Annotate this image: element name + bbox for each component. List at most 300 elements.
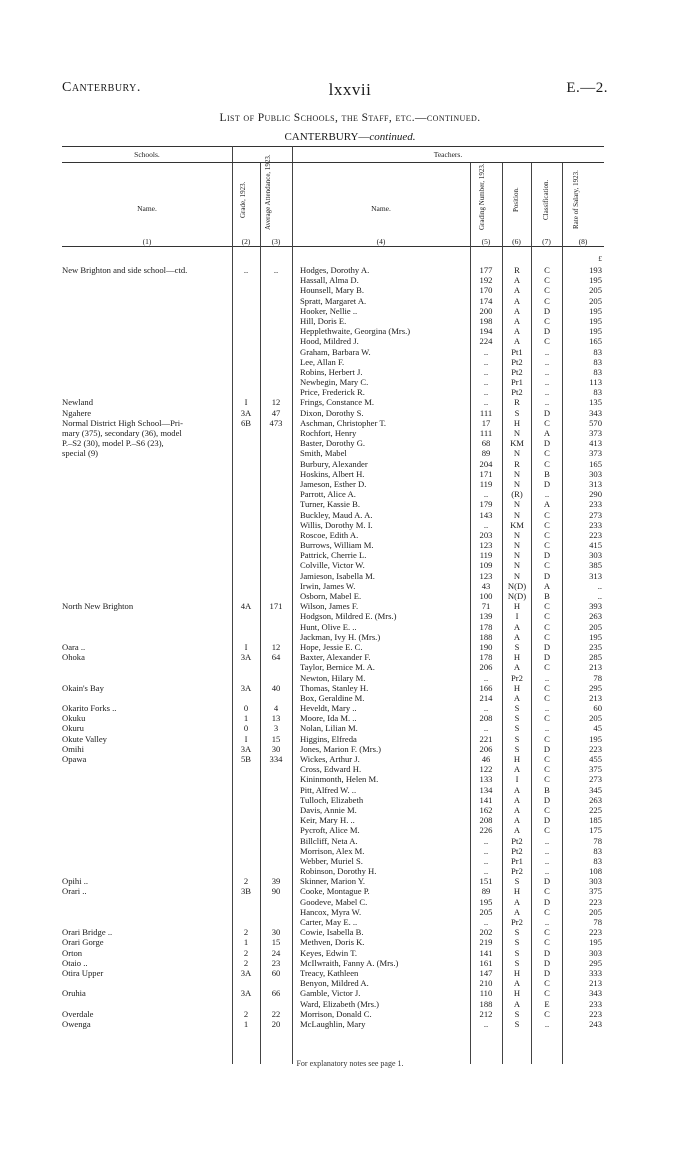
- teacher-name: Newton, Hilary M.: [300, 672, 366, 683]
- teacher-name: Nolan, Lilian M.: [300, 723, 358, 734]
- teacher-name: Aschman, Christopher T.: [300, 417, 387, 428]
- teacher-name: Hodgson, Mildred E. (Mrs.): [300, 611, 397, 622]
- salary-cell: 213: [589, 692, 602, 703]
- grading-cell: 174: [479, 295, 493, 306]
- table-row: [0, 377, 700, 387]
- grade-cell: 3A: [240, 407, 252, 418]
- table-row: [0, 499, 700, 509]
- col-num-5: (5): [481, 237, 491, 246]
- grade-cell: I: [244, 641, 248, 652]
- teacher-name: McLaughlin, Mary: [300, 1018, 366, 1029]
- grading-cell: ..: [483, 723, 489, 734]
- salary-cell: 570: [589, 417, 602, 428]
- school-name: Okarito Forks ..: [62, 703, 117, 714]
- teacher-name: Roscoe, Edith A.: [300, 529, 359, 540]
- school-name: Opihi ..: [62, 876, 89, 887]
- position-cell: N: [513, 570, 521, 581]
- table-row: [0, 530, 700, 540]
- grading-cell: 188: [479, 998, 493, 1009]
- table-row: [0, 734, 700, 744]
- position-cell: A: [513, 295, 521, 306]
- grade-cell: I: [244, 397, 248, 408]
- salary-cell: 223: [589, 927, 602, 938]
- position-cell: Pr1: [511, 855, 523, 866]
- grading-cell: ..: [483, 387, 489, 398]
- teacher-name: Heveldt, Mary ..: [300, 703, 357, 714]
- attendance-cell: 12: [271, 641, 281, 652]
- table-body: [0, 265, 700, 1029]
- position-cell: H: [513, 682, 521, 693]
- attendance-cell: 39: [271, 876, 281, 887]
- classification-cell: C: [544, 662, 550, 673]
- classification-cell: C: [544, 713, 550, 724]
- school-name: Normal District High School—Pri-: [62, 417, 184, 428]
- classification-cell: D: [543, 815, 551, 826]
- table-row: [0, 397, 700, 407]
- teacher-name: Spratt, Margaret A.: [300, 295, 367, 306]
- grading-cell: ..: [483, 855, 489, 866]
- salary-cell: 60: [593, 703, 602, 714]
- classification-cell: C: [544, 509, 550, 520]
- table-row: [0, 968, 700, 978]
- attendance-cell: 66: [271, 988, 281, 999]
- salary-cell: 83: [593, 356, 602, 367]
- table-row: [0, 408, 700, 418]
- grading-cell: 166: [479, 682, 493, 693]
- salary-cell: 165: [589, 336, 602, 347]
- position-cell: H: [513, 988, 521, 999]
- grade-cell: 0: [243, 723, 249, 734]
- grading-cell: 208: [479, 713, 493, 724]
- grading-cell: 203: [479, 529, 493, 540]
- attendance-cell: 30: [271, 927, 281, 938]
- classification-cell: C: [544, 804, 550, 815]
- position-cell: N(D): [507, 591, 527, 601]
- salary-cell: 205: [589, 621, 602, 632]
- table-row: [0, 357, 700, 367]
- school-name: Opawa: [62, 754, 87, 764]
- classification-cell: C: [544, 825, 550, 836]
- salary-cell: 193: [589, 265, 602, 275]
- salary-cell: 233: [589, 499, 602, 510]
- position-cell: H: [513, 754, 521, 764]
- salary-cell: 303: [589, 468, 602, 479]
- attendance-cell: 47: [271, 407, 281, 418]
- salary-cell: 195: [589, 305, 602, 316]
- attendance-cell: 15: [271, 733, 281, 744]
- position-cell: S: [514, 703, 520, 714]
- school-name: mary (375), secondary (36), model: [62, 428, 182, 438]
- position-cell: A: [513, 692, 521, 703]
- teacher-name: Jameson, Esther D.: [300, 478, 367, 489]
- attendance-cell: 15: [271, 937, 281, 948]
- grading-cell: ..: [483, 917, 489, 927]
- position-cell: Pt2: [511, 366, 523, 377]
- grading-cell: ..: [483, 397, 489, 408]
- position-cell: R: [514, 397, 520, 408]
- salary-cell: 213: [589, 662, 602, 673]
- classification-cell: B: [544, 784, 550, 795]
- school-name: Omihi: [62, 743, 84, 754]
- teacher-name: Higgins, Elfreda: [300, 733, 357, 744]
- teacher-name: Wilson, James F.: [300, 601, 359, 612]
- position-cell: S: [514, 641, 520, 652]
- classification-cell: C: [544, 560, 550, 571]
- teacher-name: Ward, Elizabeth (Mrs.): [300, 998, 380, 1009]
- grade-cell: 0: [243, 703, 249, 714]
- classification-header: Classification.: [542, 179, 550, 221]
- page-number: lxxvii: [328, 80, 372, 99]
- grading-cell: 141: [479, 794, 493, 805]
- salary-cell: 108: [589, 866, 602, 877]
- teacher-name: Carter, May E. ..: [300, 917, 358, 927]
- salary-cell: 185: [589, 815, 602, 826]
- schools-group-label: Schools.: [134, 150, 160, 159]
- salary-cell: 78: [593, 672, 602, 683]
- grade-cell: 3B: [240, 886, 252, 897]
- header-bottom-rule: [62, 246, 604, 247]
- attendance-cell: 40: [271, 682, 281, 693]
- table-row: [0, 897, 700, 907]
- teacher-name: Osborn, Mabel E.: [300, 591, 362, 601]
- salary-cell: 225: [589, 804, 602, 815]
- position-cell: I: [515, 611, 519, 622]
- grade-cell: 1: [243, 1018, 249, 1029]
- grading-cell: ..: [483, 356, 489, 367]
- classification-cell: ..: [544, 489, 550, 500]
- classification-cell: C: [544, 692, 550, 703]
- classification-cell: D: [543, 305, 551, 316]
- grading-cell: 212: [479, 1008, 493, 1019]
- salary-cell: 83: [593, 346, 602, 357]
- teacher-name: Hope, Jessie E. C.: [300, 641, 363, 652]
- position-cell: S: [514, 937, 520, 948]
- teacher-name: Cross, Edward H.: [300, 764, 362, 775]
- salary-cell: 263: [589, 794, 602, 805]
- teacher-name: Davis, Annie M.: [300, 804, 357, 815]
- salary-cell: 313: [589, 570, 602, 581]
- school-name: Okute Valley: [62, 733, 107, 744]
- position-cell: A: [513, 794, 521, 805]
- classification-cell: ..: [544, 397, 550, 408]
- position-cell: S: [514, 743, 520, 754]
- table-row: [0, 999, 700, 1009]
- position-cell: S: [514, 407, 520, 418]
- salary-cell: 223: [589, 1008, 602, 1019]
- grading-cell: 194: [479, 326, 493, 337]
- grading-cell: 226: [479, 825, 493, 836]
- position-cell: S: [514, 723, 520, 734]
- school-name: New Brighton and side school—ctd.: [62, 265, 188, 275]
- school-name: Newland: [62, 397, 94, 408]
- table-row: [0, 917, 700, 927]
- grading-cell: ..: [483, 346, 489, 357]
- salary-cell: 385: [589, 560, 602, 571]
- classification-cell: C: [544, 927, 550, 938]
- table-row: [0, 703, 700, 713]
- teacher-name: Treacy, Kathleen: [300, 967, 359, 978]
- classification-cell: C: [544, 611, 550, 622]
- grading-cell: 179: [479, 499, 493, 510]
- classification-cell: C: [544, 937, 550, 948]
- attendance-cell: 3: [273, 723, 279, 734]
- table-top-rule: [62, 146, 604, 147]
- salary-cell: 415: [589, 540, 602, 551]
- position-cell: S: [514, 713, 520, 724]
- position-header: Position.: [512, 187, 520, 213]
- grading-cell: ..: [483, 672, 489, 683]
- classification-cell: ..: [544, 917, 550, 927]
- table-row: [0, 581, 700, 591]
- school-name: North New Brighton: [62, 601, 134, 612]
- classification-cell: ..: [544, 346, 550, 357]
- teacher-name: Turner, Kassie B.: [300, 499, 360, 510]
- salary-cell: 83: [593, 387, 602, 398]
- classification-cell: ..: [544, 835, 550, 846]
- table-row: [0, 673, 700, 683]
- position-cell: (R): [511, 489, 523, 500]
- position-cell: KM: [510, 438, 524, 449]
- table-row: [0, 785, 700, 795]
- teacher-name: Dixon, Dorothy S.: [300, 407, 364, 418]
- position-cell: H: [513, 417, 521, 428]
- grading-cell: 219: [479, 937, 493, 948]
- teacher-name: Buckley, Maud A. A.: [300, 509, 373, 520]
- teacher-name: Gamble, Victor J.: [300, 988, 361, 999]
- position-cell: Pt1: [511, 346, 523, 357]
- table-row: [0, 285, 700, 295]
- table-row: [0, 662, 700, 672]
- table-row: [0, 856, 700, 866]
- position-cell: Pr2: [511, 672, 523, 683]
- teacher-name: Hooker, Nellie ..: [300, 305, 358, 316]
- grading-cell: 170: [479, 285, 493, 296]
- table-row: [0, 560, 700, 570]
- position-cell: A: [513, 326, 521, 337]
- grading-cell: ..: [483, 866, 489, 877]
- teacher-name: Baster, Dorothy G.: [300, 438, 366, 449]
- salary-cell: 375: [589, 764, 602, 775]
- table-row: [0, 764, 700, 774]
- table-row: [0, 805, 700, 815]
- salary-cell: 233: [589, 998, 602, 1009]
- grading-cell: 206: [479, 662, 493, 673]
- position-cell: Pt2: [511, 845, 523, 856]
- table-row: [0, 347, 700, 357]
- teacher-name: Moore, Ida M. ..: [300, 713, 357, 724]
- table-row: [0, 275, 700, 285]
- position-cell: Pt2: [511, 835, 523, 846]
- table-row: [0, 652, 700, 662]
- grading-cell: 111: [479, 407, 493, 418]
- table-row: [0, 326, 700, 336]
- col-num-3: (3): [271, 237, 281, 246]
- classification-cell: ..: [544, 703, 550, 714]
- classification-cell: E: [544, 998, 550, 1009]
- school-name: Orari Gorge: [62, 937, 104, 948]
- attendance-cell: 12: [271, 397, 281, 408]
- classification-cell: C: [544, 886, 550, 897]
- teacher-name: Webber, Muriel S.: [300, 855, 363, 866]
- table-row: [0, 367, 700, 377]
- teacher-name: Frings, Constance M.: [300, 397, 374, 408]
- table-row: [0, 958, 700, 968]
- school-name: Owenga: [62, 1018, 91, 1029]
- grading-cell: 17: [481, 417, 491, 428]
- table-row: [0, 632, 700, 642]
- grade-cell: ..: [243, 265, 249, 275]
- position-cell: N: [513, 448, 521, 459]
- school-name: Orari ..: [62, 886, 87, 897]
- teacher-name: Skinner, Marion Y.: [300, 876, 366, 887]
- salary-cell: 205: [589, 295, 602, 306]
- salary-cell: 78: [593, 917, 602, 927]
- teacher-name: Parrott, Alice A.: [300, 489, 356, 500]
- salary-cell: 413: [589, 438, 602, 449]
- table-row: [0, 438, 700, 448]
- position-cell: A: [513, 621, 521, 632]
- table-row: [0, 927, 700, 937]
- grading-cell: 71: [481, 601, 491, 612]
- classification-cell: D: [543, 641, 551, 652]
- teacher-name: Keyes, Edwin T.: [300, 947, 357, 958]
- grading-cell: 119: [479, 478, 493, 489]
- salary-cell: 175: [589, 825, 602, 836]
- classification-cell: D: [543, 947, 551, 958]
- school-name: Oara ..: [62, 641, 86, 652]
- classification-cell: C: [544, 1008, 550, 1019]
- table-row: [0, 795, 700, 805]
- teacher-name: Pattrick, Cherrie L.: [300, 550, 367, 561]
- classification-cell: D: [543, 478, 551, 489]
- attendance-cell: 23: [271, 957, 281, 968]
- salary-cell: 295: [589, 957, 602, 968]
- teacher-name: Cowie, Isabella B.: [300, 927, 364, 938]
- grading-cell: 178: [479, 621, 493, 632]
- salary-cell: 135: [589, 397, 602, 408]
- grade-cell: 2: [243, 947, 249, 958]
- grade-cell: 3A: [240, 743, 252, 754]
- classification-cell: D: [543, 876, 551, 887]
- attendance-cell: 64: [271, 652, 281, 663]
- grade-cell: 4A: [240, 601, 252, 612]
- teacher-name: Cooke, Montague P.: [300, 886, 370, 897]
- position-cell: A: [513, 315, 521, 326]
- salary-cell: 303: [589, 550, 602, 561]
- salary-cell: 345: [589, 784, 602, 795]
- teacher-name: Irwin, James W.: [300, 580, 356, 591]
- grading-cell: ..: [483, 703, 489, 714]
- attendance-cell: 90: [271, 886, 281, 897]
- grading-cell: 214: [479, 692, 493, 703]
- salary-cell: ..: [597, 591, 602, 601]
- position-cell: A: [513, 815, 521, 826]
- attendance-cell: 30: [271, 743, 281, 754]
- attendance-cell: 13: [271, 713, 281, 724]
- teacher-name: McIlwraith, Fanny A. (Mrs.): [300, 957, 399, 968]
- group-rule: [62, 162, 604, 163]
- school-name: Overdale: [62, 1008, 94, 1019]
- grading-cell: 200: [479, 305, 493, 316]
- salary-cell: 205: [589, 713, 602, 724]
- classification-cell: C: [544, 733, 550, 744]
- grading-cell: 177: [479, 265, 493, 275]
- grading-cell: 122: [479, 764, 493, 775]
- salary-cell: ..: [597, 580, 602, 591]
- grading-cell: ..: [483, 366, 489, 377]
- table-row: [0, 836, 700, 846]
- header-left: Canterbury.: [62, 80, 141, 95]
- subtitle-continued: continued.: [369, 131, 416, 143]
- grade-cell: 3A: [240, 652, 252, 663]
- position-cell: N: [513, 499, 521, 510]
- table-row: [0, 601, 700, 611]
- grading-cell: 123: [479, 540, 493, 551]
- grading-cell: ..: [483, 377, 489, 388]
- table-row: [0, 428, 700, 438]
- grade-cell: 2: [243, 927, 249, 938]
- position-cell: N: [513, 468, 521, 479]
- salary-cell: 205: [589, 906, 602, 917]
- teacher-name: Jamieson, Isabella M.: [300, 570, 375, 581]
- grade-cell: 1: [243, 937, 249, 948]
- classification-cell: C: [544, 448, 550, 459]
- grading-cell: 195: [479, 896, 493, 907]
- teacher-name: Pitt, Alfred W. ..: [300, 784, 357, 795]
- grading-cell: 202: [479, 927, 493, 938]
- table-row: [0, 978, 700, 988]
- table-row: [0, 713, 700, 723]
- table-row: [0, 540, 700, 550]
- classification-cell: ..: [544, 1018, 550, 1029]
- table-row: [0, 469, 700, 479]
- grading-cell: ..: [483, 1018, 489, 1029]
- position-cell: A: [513, 336, 521, 347]
- attendance-cell: 473: [269, 417, 283, 428]
- salary-cell: 195: [589, 326, 602, 337]
- classification-cell: D: [543, 570, 551, 581]
- salary-cell: 195: [589, 315, 602, 326]
- grade-cell: 2: [243, 957, 249, 968]
- teacher-name: Baxter, Alexander F.: [300, 652, 371, 663]
- grading-cell: 134: [479, 784, 493, 795]
- position-cell: N: [513, 550, 521, 561]
- position-cell: R: [514, 458, 520, 469]
- teacher-name: Lee, Allan F.: [300, 356, 345, 367]
- classification-cell: C: [544, 529, 550, 540]
- school-name: Oruhia: [62, 988, 86, 999]
- school-name: Otaio ..: [62, 957, 88, 968]
- table-row: [0, 876, 700, 886]
- salary-cell: 195: [589, 631, 602, 642]
- salary-cell: 343: [589, 407, 602, 418]
- table-row: [0, 306, 700, 316]
- table-row: [0, 988, 700, 998]
- grading-cell: 188: [479, 631, 493, 642]
- position-cell: A: [513, 784, 521, 795]
- salary-cell: 45: [593, 723, 602, 734]
- grading-cell: 68: [481, 438, 491, 449]
- attendance-cell: 4: [273, 703, 279, 714]
- salary-cell: 195: [589, 275, 602, 286]
- classification-cell: D: [543, 967, 551, 978]
- grading-cell: 133: [479, 774, 493, 785]
- teacher-name: Hill, Doris E.: [300, 315, 347, 326]
- teacher-name: Hepplethwaite, Georgina (Mrs.): [300, 326, 411, 337]
- teacher-name: Thomas, Stanley H.: [300, 682, 369, 693]
- currency-symbol: £: [598, 254, 602, 263]
- classification-cell: ..: [544, 366, 550, 377]
